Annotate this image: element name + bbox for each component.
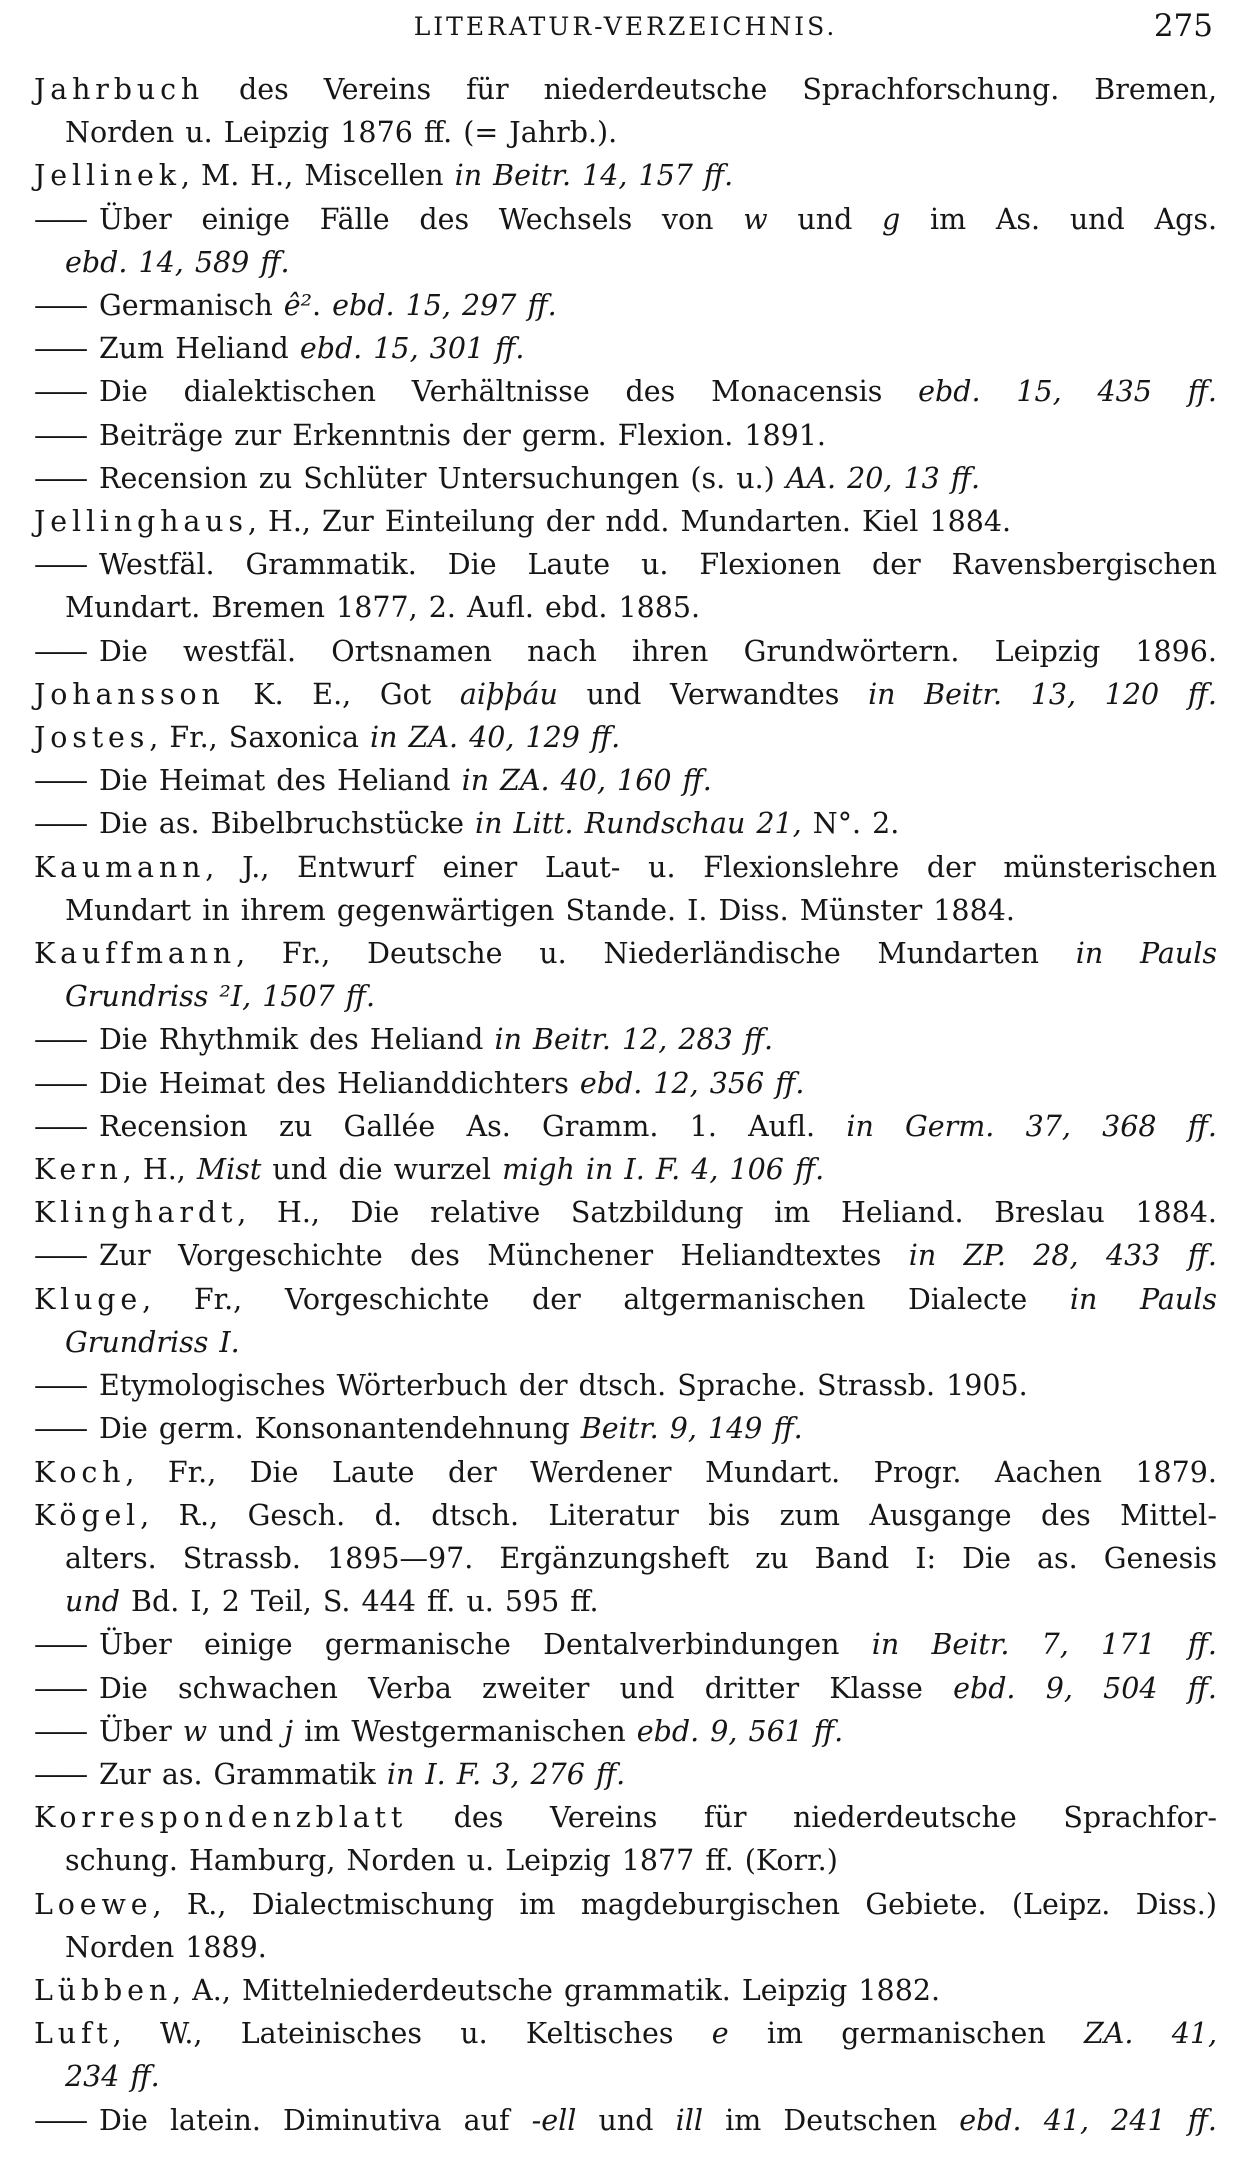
author-name: Jostes	[34, 721, 150, 755]
entry-text: Die dialektischen Verhältnisse des Monacensis	[98, 375, 919, 409]
entry-line	[34, 716, 1217, 759]
entry-text: Die Rhythmik des Heliand	[98, 1023, 495, 1057]
entry-text: des Vereins für niederdeutsche Sprachfor-	[407, 1801, 1217, 1835]
entry-dash: ——	[34, 1757, 86, 1791]
entry-line	[34, 2099, 1217, 2142]
entry-text: im As. und Ags.	[900, 202, 1217, 236]
entry-dash: ——	[34, 764, 86, 798]
entry-text: Grundriss ²I, 1507 ff.	[65, 980, 376, 1014]
entry-dash: ——	[34, 1628, 86, 1662]
entry-dash: ——	[34, 1369, 86, 1403]
entry-line	[34, 1278, 1217, 1321]
entry-text: Beiträge zur Erkenntnis der germ. Flexion. 1891.	[98, 418, 826, 452]
entry-dash: ——	[34, 1412, 86, 1446]
entry-line	[34, 370, 1217, 413]
entry-text: in Beitr. 14, 157 ff.	[454, 159, 734, 193]
entry-line	[34, 68, 1217, 111]
page-header	[34, 10, 1217, 54]
entry-text: in Litt. Rundschau 21,	[475, 807, 802, 841]
entry-line	[34, 1537, 1217, 1580]
entry-dash: ——	[34, 1066, 86, 1100]
entry-line	[34, 1753, 1217, 1796]
entry-line	[34, 1926, 1217, 1969]
entry-text: Die Heimat des Helianddichters	[98, 1066, 580, 1100]
entry-text: Die as. Bibelbruchstücke	[98, 807, 476, 841]
entry-line	[34, 327, 1217, 370]
entry-text: , Fr., Vorgeschichte der altgermanischen Dialecte	[142, 1282, 1070, 1316]
entry-line	[34, 414, 1217, 457]
page-number: 275	[1153, 8, 1213, 44]
entry-text: ebd. 14, 589 ff.	[65, 245, 290, 279]
entry-dash: ——	[34, 461, 86, 495]
entry-text: des Vereins für niederdeutsche Sprachforschung. Bremen,	[204, 73, 1217, 106]
entry-line	[34, 543, 1217, 586]
entry-text: ebd. 9, 504 ff.	[953, 1671, 1217, 1705]
entry-text: in Beitr. 13, 120 ff.	[868, 677, 1217, 711]
entry-line	[34, 2012, 1217, 2055]
entry-text: schung. Hamburg, Norden u. Leipzig 1877 ff. (Korr.)	[65, 1844, 838, 1878]
entry-line	[34, 457, 1217, 500]
entry-text: Die latein. Diminutiva auf	[98, 2103, 532, 2137]
entry-dash: ——	[34, 202, 86, 236]
entry-text: Westfäl. Grammatik. Die Laute u. Flexionen der Ravensbergischen	[98, 548, 1217, 582]
entry-text: , M. H., Miscellen	[180, 159, 455, 193]
entry-text: Recension zu Gallée As. Gramm. 1. Aufl.	[98, 1109, 847, 1143]
entry-text: .	[312, 289, 333, 323]
entry-text: ill	[675, 2103, 703, 2137]
author-name: Kern	[34, 1153, 123, 1187]
entry-line	[34, 975, 1217, 1018]
entry-text: N°. 2.	[801, 807, 900, 841]
author-name: Kluge	[34, 1282, 143, 1316]
entry-line	[34, 1018, 1217, 1061]
entry-text: Recension zu Schlüter Untersuchungen (s. u.)	[98, 461, 786, 495]
entry-text: , H.,	[122, 1153, 197, 1187]
entry-text: , J., Entwurf einer Laut- u. Flexionslehre der münsterischen	[205, 850, 1217, 884]
entry-line	[34, 1105, 1217, 1148]
entry-line	[34, 1969, 1217, 2012]
entry-dash: ——	[34, 1671, 86, 1705]
entry-text: g	[882, 202, 901, 236]
author-name: Loewe	[34, 1887, 153, 1921]
entry-line	[34, 1407, 1217, 1450]
entry-text: Zur Vorgeschichte des Münchener Heliandtextes	[98, 1239, 909, 1273]
author-name: Jellinek	[34, 159, 181, 193]
entry-text: in ZP. 28, 433 ff.	[908, 1239, 1217, 1273]
author-name: Jellinghaus	[34, 505, 248, 539]
entry-text: alters. Strassb. 1895—97. Ergänzungsheft zu Band I: Die as. Genesis	[65, 1541, 1217, 1575]
entry-text: in ZA. 40, 129 ff.	[370, 721, 621, 755]
entry-dash: ——	[34, 807, 86, 841]
author-name: Jahrbuch	[34, 73, 205, 106]
entry-text: im Westgermanischen	[293, 1714, 637, 1748]
entry-dash: ——	[34, 2103, 86, 2137]
entry-text: im Deutschen	[702, 2103, 960, 2137]
entry-text: in Beitr. 12, 283 ff.	[494, 1023, 774, 1057]
entry-text: w	[743, 202, 768, 236]
entry-text: , Fr., Saxonica	[149, 721, 371, 755]
entry-dash: ——	[34, 418, 86, 452]
entry-line	[34, 500, 1217, 543]
entry-text: Grundriss I.	[65, 1325, 240, 1359]
entry-text: und Verwandtes	[557, 677, 869, 711]
author-name: Johansson	[34, 677, 225, 711]
entry-text: -ell	[531, 2103, 577, 2137]
author-name: Klinghardt	[34, 1196, 238, 1230]
entry-text: Germanisch	[98, 289, 284, 323]
author-name: Korrespondenzblatt	[34, 1801, 408, 1835]
entry-line	[34, 889, 1217, 932]
entry-line	[34, 932, 1217, 975]
entry-text: w	[182, 1714, 208, 1748]
entry-text: AA. 20, 13 ff.	[785, 461, 981, 495]
entry-line	[34, 1062, 1217, 1105]
entry-text: , R., Dialectmischung im magdeburgischen Gebiete. (Leipz. Diss.)	[152, 1887, 1217, 1921]
entry-text: Mist	[196, 1153, 262, 1187]
entry-text: Norden 1889.	[65, 1930, 267, 1964]
entry-text: , Fr., Die Laute der Werdener Mundart. Progr. Aachen 1879.	[125, 1455, 1217, 1489]
entry-text: Norden u. Leipzig 1876 ff. (= Jahrb.).	[65, 116, 618, 150]
entry-line	[34, 1451, 1217, 1494]
entry-text: ê²	[283, 289, 313, 323]
entry-text: in Pauls	[1069, 1282, 1218, 1316]
entry-text: Die Heimat des Heliand	[98, 764, 462, 798]
entry-text: migh in I. F. 4, 106 ff.	[502, 1153, 825, 1187]
entry-text: und die wurzel	[261, 1153, 503, 1187]
entry-text: Beitr. 9, 149 ff.	[580, 1412, 803, 1446]
entry-text: ebd. 41, 241 ff.	[959, 2103, 1217, 2137]
entry-text: Zur as. Grammatik	[98, 1757, 387, 1791]
entry-text: , H., Zur Einteilung der ndd. Mundarten. Kiel 1884.	[247, 505, 1012, 539]
entry-line	[34, 1710, 1217, 1753]
entry-line	[34, 284, 1217, 327]
entry-text: Die schwachen Verba zweiter und dritter Klasse	[98, 1671, 954, 1705]
entry-line	[34, 1364, 1217, 1407]
entry-line	[34, 1667, 1217, 1710]
entry-dash: ——	[34, 1239, 86, 1273]
author-name: Kaumann	[34, 850, 206, 884]
entry-text: Über	[98, 1714, 183, 1748]
entry-text: Über einige Fälle des Wechsels von	[98, 202, 744, 236]
entry-text: , A., Mittelniederdeutsche grammatik. Leipzig 1882.	[172, 1973, 941, 2007]
entry-text: Mundart. Bremen 1877, 2. Aufl. ebd. 1885.	[65, 591, 701, 625]
entry-text: ebd. 15, 435 ff.	[918, 375, 1217, 409]
entry-text: und	[576, 2103, 676, 2137]
entry-text: ZA. 41,	[1083, 2017, 1218, 2051]
entry-line	[34, 1796, 1217, 1839]
entry-line	[34, 1494, 1217, 1537]
entry-text: und	[65, 1585, 120, 1619]
entry-line	[34, 846, 1217, 889]
author-name: Lübben	[34, 1973, 173, 2007]
entry-dash: ——	[34, 548, 86, 582]
entry-text: , W., Lateinisches u. Keltisches	[112, 2017, 712, 2051]
entry-line	[34, 1839, 1217, 1882]
entry-dash: ——	[34, 375, 86, 409]
author-name: Luft	[34, 2017, 113, 2051]
entry-text: im germanischen	[728, 2017, 1084, 2051]
entry-text: aiþþáu	[459, 677, 558, 711]
entry-line	[34, 1234, 1217, 1277]
entry-dash: ——	[34, 332, 86, 366]
entry-line	[34, 802, 1217, 845]
entry-line	[34, 198, 1217, 241]
entry-line	[34, 1580, 1217, 1623]
entry-line	[34, 630, 1217, 673]
entry-text: Die germ. Konsonantendehnung	[98, 1412, 581, 1446]
entry-dash: ——	[34, 289, 86, 323]
entry-text: Zum Heliand	[98, 332, 300, 366]
entry-text: Bd. I, 2 Teil, S. 444 ff. u. 595 ff.	[119, 1585, 599, 1619]
entry-text: ebd. 15, 297 ff.	[332, 289, 557, 323]
entry-text: in Germ. 37, 368 ff.	[846, 1109, 1217, 1143]
entry-dash: ——	[34, 634, 86, 668]
entry-text: und	[207, 1714, 285, 1748]
entry-line	[34, 241, 1217, 284]
entry-line	[34, 2055, 1217, 2098]
entry-text: in Pauls	[1075, 937, 1217, 971]
entry-text: Über einige germanische Dentalverbindungen	[98, 1628, 872, 1662]
entry-line	[34, 1321, 1217, 1364]
entry-line	[34, 759, 1217, 802]
entry-text: e	[711, 2017, 729, 2051]
author-name: Koch	[34, 1455, 126, 1489]
bibliography	[34, 68, 1217, 2142]
entry-line	[34, 1623, 1217, 1666]
entry-line	[34, 154, 1217, 197]
page-title: LITERATUR-VERZEICHNIS.	[413, 12, 838, 41]
entry-dash: ——	[34, 1109, 86, 1143]
entry-text: Etymologisches Wörterbuch der dtsch. Sprache. Strassb. 1905.	[98, 1369, 1028, 1403]
entry-dash: ——	[34, 1714, 86, 1748]
entry-line	[34, 111, 1217, 154]
author-name: Kögel	[34, 1498, 141, 1532]
entry-text: in ZA. 40, 160 ff.	[461, 764, 712, 798]
entry-text: Mundart in ihrem gegenwärtigen Stande. I. Diss. Münster 1884.	[65, 893, 1015, 927]
entry-text: , R., Gesch. d. dtsch. Literatur bis zum Ausgange des Mittel-	[140, 1498, 1217, 1532]
entry-text: in Beitr. 7, 171 ff.	[871, 1628, 1217, 1662]
entry-text: , Fr., Deutsche u. Niederländische Mundarten	[236, 937, 1076, 971]
entry-text: , H., Die relative Satzbildung im Heliand. Breslau 1884.	[237, 1196, 1217, 1230]
entry-text: ebd. 9, 561 ff.	[636, 1714, 844, 1748]
entry-text: ebd. 15, 301 ff.	[299, 332, 525, 366]
entry-text: und	[767, 202, 883, 236]
entry-line	[34, 1883, 1217, 1926]
entry-text: Die westfäl. Ortsnamen nach ihren Grundwörtern. Leipzig 1896.	[98, 634, 1217, 668]
entry-text: 234 ff.	[65, 2060, 160, 2094]
entry-dash: ——	[34, 1023, 86, 1057]
entry-text: ebd. 12, 356 ff.	[579, 1066, 805, 1100]
entry-text: in I. F. 3, 276 ff.	[386, 1757, 626, 1791]
author-name: Kauffmann	[34, 937, 237, 971]
entry-line	[34, 673, 1217, 716]
entry-text: j	[284, 1714, 294, 1748]
entry-line	[34, 1148, 1217, 1191]
entry-line	[34, 1191, 1217, 1234]
entry-text: K. E., Got	[224, 677, 460, 711]
entry-line	[34, 586, 1217, 629]
